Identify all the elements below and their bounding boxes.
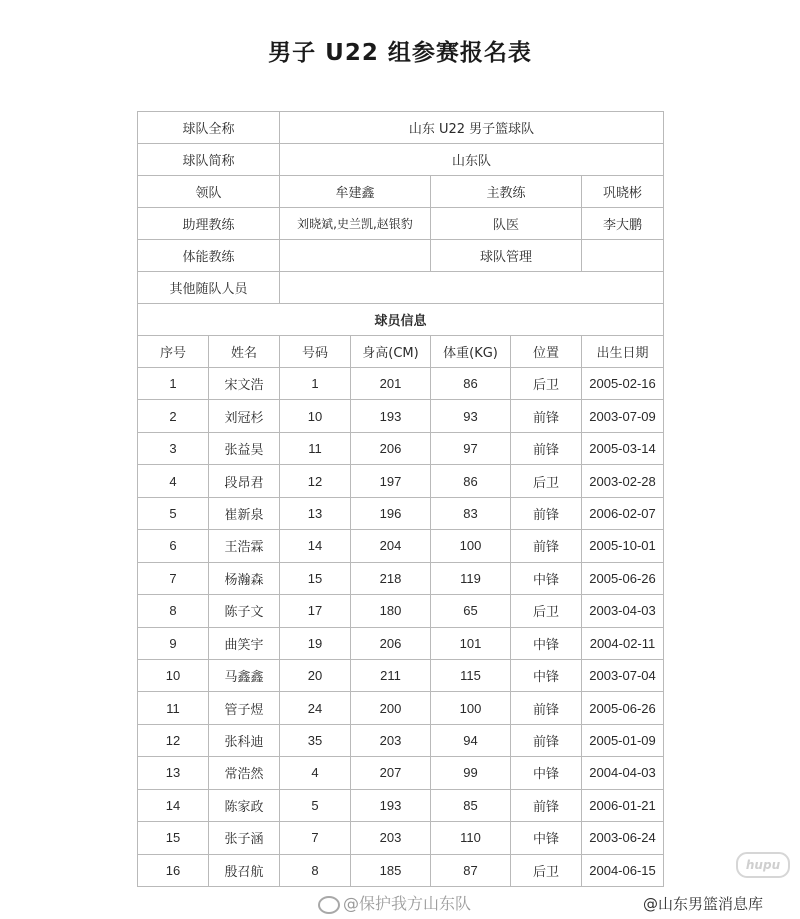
player-name: 管子煜 <box>209 692 280 724</box>
player-position: 前锋 <box>511 400 582 432</box>
player-height: 203 <box>351 724 431 756</box>
head-coach-label: 主教练 <box>431 176 582 208</box>
player-name: 陈子文 <box>209 595 280 627</box>
table-row <box>138 854 664 886</box>
player-height: 196 <box>351 497 431 529</box>
player-height: 180 <box>351 595 431 627</box>
player-height: 185 <box>351 854 431 886</box>
player-height: 206 <box>351 432 431 464</box>
player-number: 15 <box>280 562 351 594</box>
player-birth: 2004-04-03 <box>582 757 664 789</box>
player-number: 5 <box>280 789 351 821</box>
short-name-value: 山东队 <box>280 144 664 176</box>
row-leader <box>138 176 664 208</box>
col-header-birth: 出生日期 <box>582 336 664 368</box>
player-height: 211 <box>351 659 431 691</box>
player-height: 207 <box>351 757 431 789</box>
player-position: 前锋 <box>511 692 582 724</box>
player-weight: 101 <box>431 627 511 659</box>
assistant-label: 助理教练 <box>138 208 280 240</box>
manager-label: 球队管理 <box>431 240 582 272</box>
player-birth: 2005-06-26 <box>582 692 664 724</box>
player-number: 12 <box>280 465 351 497</box>
player-number: 13 <box>280 497 351 529</box>
col-header-number: 号码 <box>280 336 351 368</box>
player-name: 殷召航 <box>209 854 280 886</box>
page-title: 男子 U22 组参赛报名表 <box>268 40 532 66</box>
player-number: 4 <box>280 757 351 789</box>
player-weight: 100 <box>431 530 511 562</box>
player-weight: 83 <box>431 497 511 529</box>
player-index: 7 <box>138 562 209 594</box>
player-index: 9 <box>138 627 209 659</box>
player-number: 24 <box>280 692 351 724</box>
hupu-logo: hupu <box>736 852 790 878</box>
player-number: 11 <box>280 432 351 464</box>
player-birth: 2003-04-03 <box>582 595 664 627</box>
fitness-label: 体能教练 <box>138 240 280 272</box>
table-row <box>138 497 664 529</box>
player-number: 7 <box>280 822 351 854</box>
player-position: 中锋 <box>511 757 582 789</box>
player-height: 193 <box>351 789 431 821</box>
player-number: 17 <box>280 595 351 627</box>
table-row <box>138 400 664 432</box>
watermark-left <box>318 891 471 914</box>
player-weight: 65 <box>431 595 511 627</box>
leader-label: 领队 <box>138 176 280 208</box>
player-index: 8 <box>138 595 209 627</box>
player-number: 8 <box>280 854 351 886</box>
player-index: 5 <box>138 497 209 529</box>
player-height: 206 <box>351 627 431 659</box>
table-row <box>138 432 664 464</box>
player-birth: 2005-01-09 <box>582 724 664 756</box>
row-fitness <box>138 240 664 272</box>
player-weight: 85 <box>431 789 511 821</box>
player-height: 201 <box>351 368 431 400</box>
player-weight: 93 <box>431 400 511 432</box>
player-position: 中锋 <box>511 562 582 594</box>
player-birth: 2003-07-09 <box>582 400 664 432</box>
player-number: 35 <box>280 724 351 756</box>
table-row <box>138 724 664 756</box>
others-value <box>280 272 664 304</box>
player-birth: 2005-03-14 <box>582 432 664 464</box>
player-position: 中锋 <box>511 822 582 854</box>
player-index: 12 <box>138 724 209 756</box>
table-row <box>138 530 664 562</box>
col-header-weight: 体重(KG) <box>431 336 511 368</box>
table-row <box>138 789 664 821</box>
player-name: 宋文浩 <box>209 368 280 400</box>
table-row <box>138 465 664 497</box>
player-name: 陈家政 <box>209 789 280 821</box>
table-row <box>138 822 664 854</box>
col-header-position: 位置 <box>511 336 582 368</box>
player-position: 前锋 <box>511 789 582 821</box>
player-position: 前锋 <box>511 724 582 756</box>
player-name: 王浩霖 <box>209 530 280 562</box>
player-position: 前锋 <box>511 432 582 464</box>
player-height: 203 <box>351 822 431 854</box>
player-index: 10 <box>138 659 209 691</box>
player-weight: 87 <box>431 854 511 886</box>
header-row <box>138 336 664 368</box>
player-name: 张益昊 <box>209 432 280 464</box>
player-number: 20 <box>280 659 351 691</box>
col-header-height: 身高(CM) <box>351 336 431 368</box>
player-weight: 99 <box>431 757 511 789</box>
row-others <box>138 272 664 304</box>
player-weight: 100 <box>431 692 511 724</box>
table-row <box>138 595 664 627</box>
full-name-label: 球队全称 <box>138 112 280 144</box>
player-number: 1 <box>280 368 351 400</box>
table-row <box>138 659 664 691</box>
player-birth: 2005-02-16 <box>582 368 664 400</box>
player-index: 14 <box>138 789 209 821</box>
row-assistant <box>138 208 664 240</box>
head-coach-value: 巩晓彬 <box>582 176 664 208</box>
player-index: 11 <box>138 692 209 724</box>
player-birth: 2004-02-11 <box>582 627 664 659</box>
others-label: 其他随队人员 <box>138 272 280 304</box>
watermark-left-text: @保护我方山东队 <box>343 894 472 913</box>
player-index: 13 <box>138 757 209 789</box>
player-position: 后卫 <box>511 368 582 400</box>
weibo-icon <box>318 896 340 914</box>
player-weight: 86 <box>431 368 511 400</box>
player-height: 204 <box>351 530 431 562</box>
fitness-value <box>280 240 431 272</box>
watermark-right: @山东男篮消息库 <box>643 895 764 913</box>
row-short-name <box>138 144 664 176</box>
player-birth: 2003-02-28 <box>582 465 664 497</box>
player-number: 19 <box>280 627 351 659</box>
player-number: 14 <box>280 530 351 562</box>
player-name: 张科迪 <box>209 724 280 756</box>
player-position: 前锋 <box>511 530 582 562</box>
table-row <box>138 692 664 724</box>
player-position: 后卫 <box>511 465 582 497</box>
leader-value: 牟建鑫 <box>280 176 431 208</box>
player-weight: 119 <box>431 562 511 594</box>
player-number: 10 <box>280 400 351 432</box>
section-title: 球员信息 <box>138 304 664 336</box>
player-birth: 2006-02-07 <box>582 497 664 529</box>
player-birth: 2005-06-26 <box>582 562 664 594</box>
player-birth: 2003-07-04 <box>582 659 664 691</box>
player-birth: 2004-06-15 <box>582 854 664 886</box>
player-height: 193 <box>351 400 431 432</box>
player-name: 曲笑宇 <box>209 627 280 659</box>
player-index: 1 <box>138 368 209 400</box>
player-weight: 94 <box>431 724 511 756</box>
player-index: 15 <box>138 822 209 854</box>
player-height: 218 <box>351 562 431 594</box>
registration-table <box>137 111 664 887</box>
table-row <box>138 627 664 659</box>
player-index: 3 <box>138 432 209 464</box>
assistant-value: 刘晓斌,史兰凯,赵银豹 <box>280 208 431 240</box>
manager-value <box>582 240 664 272</box>
player-position: 前锋 <box>511 497 582 529</box>
player-position: 后卫 <box>511 854 582 886</box>
player-weight: 86 <box>431 465 511 497</box>
player-name: 常浩然 <box>209 757 280 789</box>
player-weight: 97 <box>431 432 511 464</box>
player-weight: 115 <box>431 659 511 691</box>
row-section-title <box>138 304 664 336</box>
doctor-label: 队医 <box>431 208 582 240</box>
player-position: 后卫 <box>511 595 582 627</box>
player-index: 2 <box>138 400 209 432</box>
table-row <box>138 368 664 400</box>
player-birth: 2005-10-01 <box>582 530 664 562</box>
col-header-name: 姓名 <box>209 336 280 368</box>
table-row <box>138 757 664 789</box>
player-height: 200 <box>351 692 431 724</box>
player-name: 张子涵 <box>209 822 280 854</box>
player-birth: 2006-01-21 <box>582 789 664 821</box>
row-full-name <box>138 112 664 144</box>
player-height: 197 <box>351 465 431 497</box>
short-name-label: 球队简称 <box>138 144 280 176</box>
player-name: 段昂君 <box>209 465 280 497</box>
table-row <box>138 562 664 594</box>
col-header-index: 序号 <box>138 336 209 368</box>
player-name: 马鑫鑫 <box>209 659 280 691</box>
player-index: 6 <box>138 530 209 562</box>
player-name: 杨瀚森 <box>209 562 280 594</box>
player-index: 16 <box>138 854 209 886</box>
player-position: 中锋 <box>511 627 582 659</box>
player-name: 刘冠杉 <box>209 400 280 432</box>
doctor-value: 李大鹏 <box>582 208 664 240</box>
player-name: 崔新泉 <box>209 497 280 529</box>
player-weight: 110 <box>431 822 511 854</box>
player-index: 4 <box>138 465 209 497</box>
full-name-value: 山东 U22 男子篮球队 <box>280 112 664 144</box>
player-birth: 2003-06-24 <box>582 822 664 854</box>
player-position: 中锋 <box>511 659 582 691</box>
